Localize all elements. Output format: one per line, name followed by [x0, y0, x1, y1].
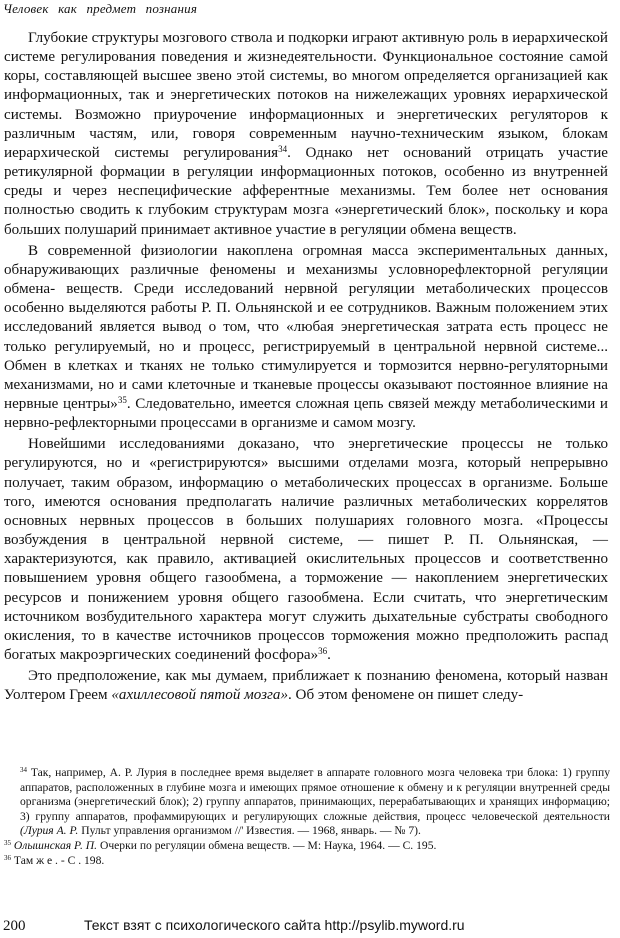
paragraph-text-cont: . Об этом феномене он пишет следу- — [288, 687, 524, 704]
running-head: Человек как предмет познания — [3, 1, 198, 16]
footnote — [4, 839, 610, 854]
footnote-number: 35 — [4, 838, 11, 847]
paragraph — [4, 29, 608, 240]
footnote-citation-author: Олышнская Р. П. — [13, 838, 98, 852]
footnote-ref[interactable]: 34 — [278, 143, 288, 154]
footnote-number: 34 — [20, 766, 27, 774]
paragraph-text: В современной физиологии накоплена огромная масса экспериментальных данных, обнаруживающих различные феномены и механизмы условнорефлекторной регуляции обмена- веществ. Среди исследований нервной регуляции метаболических процессов особенно выделяются работы Р. П. Ольнянской и ее сотрудников. Важным положением этих исследований является вывод о том, что «любая энергетическая затрата есть процесс не только регулируемый, но и процесс, регистрируемый в центральной нервной системе... Обмен в клетках и тканях не только стимулируется и тормозится нервно-регуляторными механизмами, но и сами клеточные и тканевые процессы оказывают постоянное влияние на нервные центры» — [4, 242, 608, 412]
footnote-number: 36 — [4, 853, 11, 862]
main-text — [4, 29, 608, 705]
footnote-text: Там ж е . - С . 198. — [11, 853, 105, 867]
paragraph-text: Глубокие структуры мозгового ствола и подкорки играют активную роль в иерархической системе регулирования поведения и жизнедеятельности. Функциональное состояние самой коры, составляющей высшее звено этой системы, во многом определяется организацией как информационных, так и энергетических потоков на нижележащих уровнях иерархической системы. Возможно приурочение информационных и энергетических регуляторов к различным частям, или, говоря современным научно-техническим языком, блокам иерархической системы регулирования — [4, 30, 608, 161]
paragraph-text-cont: . Следовательно, имеется сложная цепь связей между метаболическими и нервно-рефлекторными процессами в организме и самом мозгу. — [4, 395, 609, 432]
footnote — [4, 766, 610, 839]
footnote — [4, 854, 610, 869]
paragraph-text-cont: . — [327, 647, 331, 663]
paragraph-text: Новейшими исследованиями доказано, что энергетические процессы не только регулируются, но и «регистрируются» высшими отделами мозга, который непрерывно получает, таким образом, информацию о метаболических процессах в организме. Больше того, имеются основания предполагать наличие различных метаболических коррелятов основных нервных процессов в больших полушариях головного мозга. «Процессы возбуждения в центральной нервной системе, — пишет Р. П. Ольнянская, — характеризуются, как правило, активацией окислительных процессов и соответственно повышением уровня общего газообмена, а торможение — накоплением энергетических ресурсов и понижением уровня общего газообмена. Если считать, что энергетическим источником возбудительного характера могут служить дыхательные субстраты свободного окисления, то в качестве источников процессов торможения можно предположить распад богатых макроэргических соединений фосфора» — [4, 436, 608, 663]
paragraph-text: Это предположение, как мы думаем, приближает к познанию феномена, который назван Уолтером Греем — [4, 668, 608, 704]
footnote-text-cont: Пульт управления организмом //' Известия. — 1968, январь. — № 7). — [78, 824, 421, 838]
paragraph — [4, 435, 608, 665]
paragraph — [4, 242, 608, 434]
page-number: 200 — [3, 918, 26, 934]
footnote-text: Так, например, А. Р. Лурия в последнее время выделяет в аппарате головного мозга человека три блока: 1) группу аппаратов, расположенных в глубине мозга и имеющих прямое отношение к обмену и к регуляции внутренней среды организма (энергетический блок); 2) группу аппаратов, принимающих, перерабатывающих и хранящих информацию; 3) группу аппаратов, профаммирующих и регулирующих сложные действия, процесс человеческой деятельности — [20, 766, 610, 823]
paragraph-text-cont: . Однако нет оснований отрицать участие ретикулярной формации в регуляции информационных потоков, особенно из внутренней среды и через неспецифические афферентные механизмы. Тем более нет основания полностью сводить к глубоким структурам мозга «энергетический блок», поскольку и кора больших полушарий принимает активное участие в регуляции обмена веществ. — [4, 144, 609, 238]
paragraph — [4, 667, 608, 705]
emphasis-phrase: «ахиллесовой пятой мозга» — [111, 687, 288, 704]
footnote-text-cont: Очерки по регуляции обмена веществ. — М: Наука, 1964. — С. 195. — [97, 838, 437, 852]
footnote-ref[interactable]: 36 — [318, 646, 328, 656]
footnotes — [4, 766, 610, 868]
footnote-citation-author: (Лурия А. Р. — [20, 824, 79, 838]
site-credit[interactable]: Текст взят с психологического сайта http://psylib.myword.ru — [84, 917, 465, 933]
footnote-ref[interactable]: 35 — [117, 394, 127, 405]
